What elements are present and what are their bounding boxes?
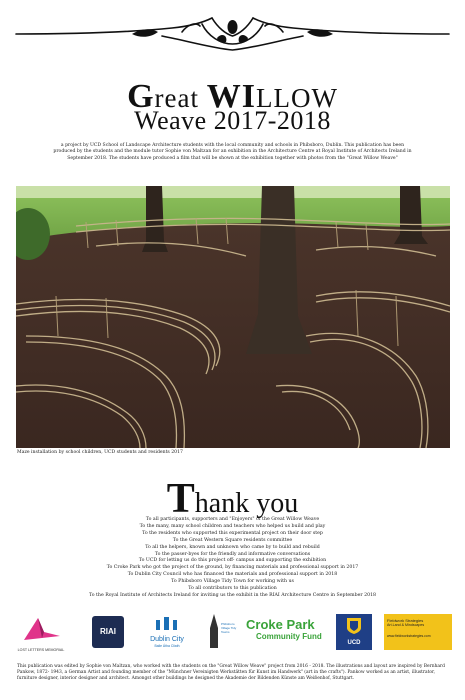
thanks-list [60, 517, 405, 600]
list-item: To Croke Park who got the project of the ground, by financing materials and professional support in 2017 [106, 565, 359, 571]
sponsor-logos [14, 614, 454, 656]
footer-paragraph: This publication was edited by Sophie von Maltzan, who worked with the students on the "Great Willow Weave" project from 2016 - 2018. The illustrations and layout are inspired by Bernhard Pankow, 1872- 1943, a German Artist and founding member of the "Münchner Vereinigten Werkstätten für Kunst im Handwerk" (art in the crafts"). Pankow worked as an artist, illustrator, furniture designer, interior designer and architect. Amongst other buildings he designed the Akademie der Bildenden Künste am Weißenhof, Stuttgart. [17, 664, 445, 681]
church-spire-icon [208, 614, 220, 648]
phibsboro-logo [208, 614, 238, 654]
dublin-castle-icon [144, 614, 190, 632]
ucd-crest-icon [336, 614, 372, 636]
list-item: To all the helpers, known and unknown who came by to build and rebuild [145, 544, 320, 550]
list-item: To Phibsboro Village Tidy Town for working with us [171, 579, 294, 585]
riai-text: RIAI [100, 627, 116, 636]
dublin-city-subtext: Baile Átha Cliath [154, 644, 180, 648]
list-item: To the passer-byes for the friendly and informative conversations [154, 551, 311, 557]
list-item: To all contributors to this publication [188, 586, 277, 592]
ucd-text: UCD [347, 640, 361, 646]
list-item: To all participants, supporters and "Enjoyers" of the Great Willow Weave [145, 517, 320, 522]
lost-letters-star-icon [14, 614, 68, 644]
title-wi: WI [206, 78, 256, 115]
croke-park-logo [246, 618, 328, 658]
list-item: To the Royal Institute of Architects Ireland for inviting us the exhibit in the RIAI Architecture Centre in September 2018 [88, 592, 377, 598]
header-ornament [12, 14, 453, 52]
thank-you-heading [0, 475, 465, 523]
list-item: To UCD for letting us do this project off- campus and supporting the exhibition [138, 558, 327, 564]
riai-logo [92, 616, 124, 648]
list-item: To the residents who supported this experimental project on their door step [142, 530, 323, 536]
title-word-reat: reat [154, 83, 207, 113]
croke-park-community-text: Community Fund [256, 632, 322, 641]
fieldwork-subtitle: Art.Land & Mindscapes [387, 623, 425, 627]
fieldwork-title: Fieldwork Strategies [387, 618, 424, 623]
photo-caption: Maze installation by school children, UCD students and residents 2017 [17, 450, 183, 455]
fieldwork-url: www.fieldworkstrategies.com [387, 634, 431, 638]
fieldwork-logo [384, 614, 452, 650]
title-initial: G [127, 78, 155, 115]
croke-park-text: Croke Park [246, 617, 315, 632]
thank-you-rest: hank you [194, 488, 299, 519]
dublin-city-logo [144, 614, 190, 654]
thank-you-initial: T [166, 476, 195, 522]
title-llow: LLOW [255, 83, 338, 113]
intro-paragraph: a project by UCD School of Landscape Architecture students with the local community and schools in Phibsboro, Dublin. This publication has been produced by the students and the module tutor Sophie von Maltzan for an exhibition in the Architecture Centre at Royal Institute of Architects Ireland in September 2018. The students have produced a film that will be shown at the exhibition together with photos from the "Great Willow Weave" [53, 143, 412, 161]
lost-letters-logo [14, 614, 68, 654]
title-line-2: Weave 2017-2018 [134, 106, 331, 135]
list-item: To the Great Western Square residents committee [172, 537, 293, 543]
phibsboro-text: Phibsboro Village Tidy Towns [221, 622, 237, 634]
willow-maze-photo [16, 186, 450, 448]
dublin-city-text: Dublin City [150, 636, 184, 643]
list-item: To Dublin City Council who has financed the materials and professional support in 2018 [127, 572, 338, 578]
list-item: To the many, many school children and teachers who helped us build and play [139, 523, 326, 529]
ucd-logo [336, 614, 372, 650]
lost-letters-text: LOST LETTERS MEMORIAL [17, 648, 65, 652]
